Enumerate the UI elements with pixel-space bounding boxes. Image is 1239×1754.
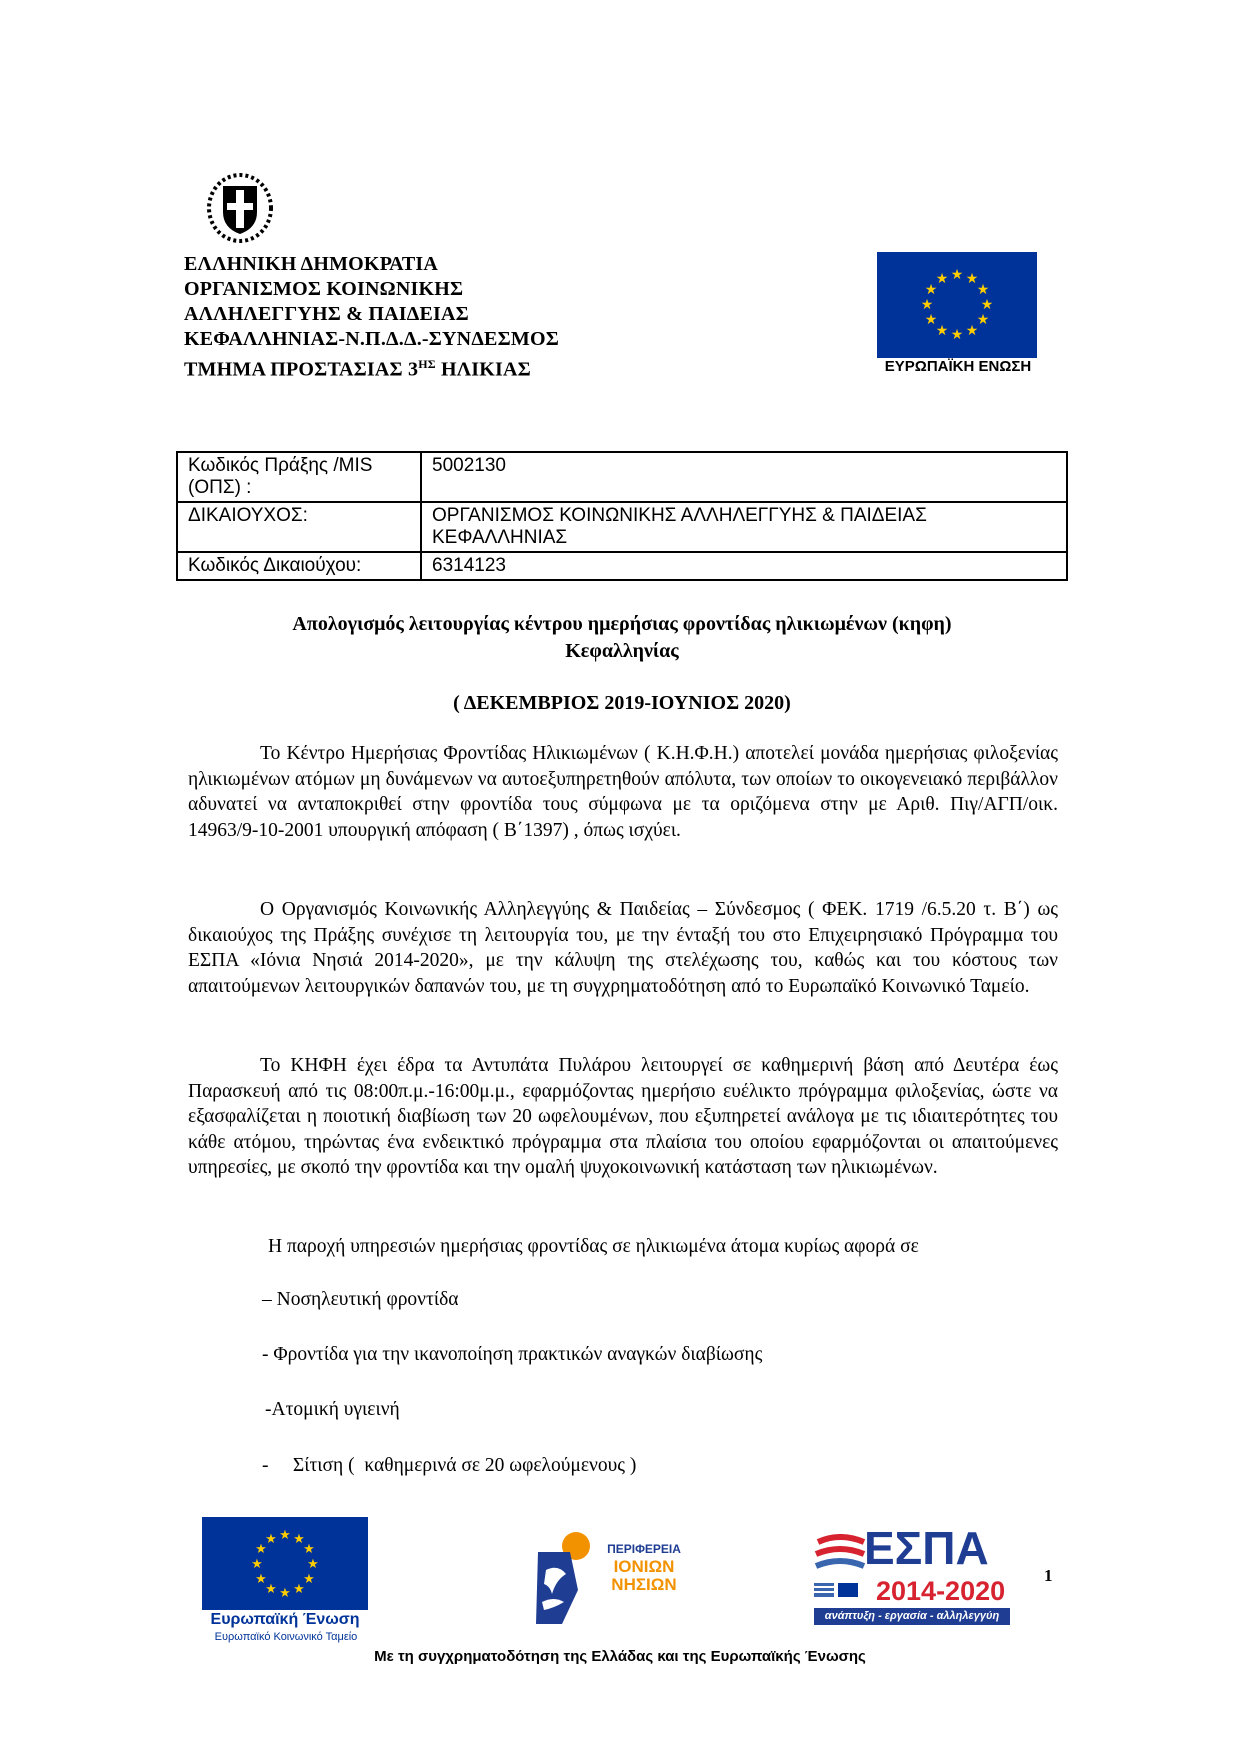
svg-text:★: ★ [935,323,949,339]
service-item: – Νοσηλευτική φροντίδα [262,1289,459,1310]
table-cell-label: Κωδικός Δικαιούχου: [177,552,421,580]
department-suffix: ΗΛΙΚΙΑΣ [435,358,531,381]
svg-text:★: ★ [251,1557,263,1572]
title-line-1: Απολογισμός λειτουργίας κέντρου ημερήσιας φροντίδας ηλικιωμένων (κηφη) [292,613,952,635]
svg-text:★: ★ [965,271,979,287]
document-title [176,611,1068,665]
footer-eu-flag-icon [202,1517,368,1610]
svg-text:★: ★ [950,267,964,283]
svg-text:★: ★ [965,323,979,339]
org-line-3: ΑΛΛΗΛΕΓΓΥΗΣ & ΠΑΙΔΕΙΑΣ [184,303,469,325]
org-line-4: ΚΕΦΑΛΛΗΝΙΑΣ-Ν.Π.Δ.Δ.-ΣΥΝΔΕΣΜΟΣ [184,328,559,350]
table-row [177,502,1067,552]
services-intro: Η παροχή υπηρεσιών ημερήσιας φροντίδας σε ηλικιωμένα άτομα κυρίως αφορά σε [268,1236,919,1257]
svg-text:★: ★ [950,327,964,343]
svg-text:★: ★ [924,282,938,298]
svg-text:★: ★ [976,282,990,298]
footer-eu-fund: Ευρωπαϊκό Κοινωνικό Ταμείο [214,1631,358,1643]
page-number: 1 [1044,1566,1053,1585]
svg-text:★: ★ [265,1582,277,1597]
svg-text:★: ★ [980,297,994,313]
espa-slogan: ανάπτυξη - εργασία - αλληλεγγύη [814,1608,1010,1625]
department-superscript: ΗΣ [418,357,436,371]
ionian-line-2: ΙΟΝΙΩΝ [613,1557,675,1576]
department-prefix: ΤΜΗΜΑ ΠΡΟΣΤΑΣΙΑΣ 3 [184,358,419,381]
svg-text:★: ★ [293,1532,305,1547]
paragraph-2 [188,897,1058,999]
ionian-line-3: ΝΗΣΙΩΝ [611,1575,677,1594]
svg-text:★: ★ [924,312,938,328]
paragraph-2-text: Ο Οργανισμός Κοινωνικής Αλληλεγγύης & Παιδείας – Σύνδεσμος ( ΦΕΚ. 1719 /6.5.20 τ. Β΄) ως δικαιούχος της Πράξης συνέχισε τη λειτουργία του, με την ένταξή του στο Επιχειρησιακό Πρόγραμμα του ΕΣΠΑ «Ιόνια Νησιά 2014-2020», με την κάλυψη της στελέχωσης του, καθώς και του κόστους των απαιτούμενων λειτουργικών δαπανών του, με τη συγχρηματοδότηση από το Ευρωπαϊκό Κοινωνικό Ταμείο. [188,899,1058,997]
organization-header [184,252,559,383]
service-item: - Φροντίδα για την ικανοποίηση πρακτικών αναγκών διαβίωσης [262,1344,763,1365]
svg-text:★: ★ [279,1528,291,1543]
table-row [177,452,1067,502]
svg-text:★: ★ [255,1572,267,1587]
report-period: ( ΔΕΚΕΜΒΡΙΟΣ 2019-ΙΟΥΝΙΟΣ 2020) [453,692,791,714]
espa-years: 2014-2020 [876,1576,1006,1606]
svg-text:★: ★ [920,297,934,313]
svg-text:★: ★ [976,312,990,328]
eu-flag-icon [877,252,1037,358]
service-item: - Σίτιση ( καθημερινά σε 20 ωφελούμενους ) [262,1455,637,1476]
project-info-table [176,451,1068,581]
table-cell-label: ΔΙΚΑΙΟΥΧΟΣ: [177,502,421,552]
table-cell-value: ΟΡΓΑΝΙΣΜΟΣ ΚΟΙΝΩΝΙΚΗΣ ΑΛΛΗΛΕΓΓΥΗΣ & ΠΑΙΔΕΙΑΣ ΚΕΦΑΛΛΗΝΙΑΣ [421,502,1067,552]
svg-text:★: ★ [935,271,949,287]
table-cell-label: Κωδικός Πράξης /MIS (ΟΠΣ) : [177,452,421,502]
footer-eu-stars-icon [202,1517,368,1610]
cofinancing-note: Με τη συγχρηματοδότηση της Ελλάδας και της Ευρωπαϊκής Ένωσης [374,1648,866,1665]
org-line-1: ΕΛΛΗΝΙΚΗ ΔΗΜΟΚΡΑΤΙΑ [184,253,439,275]
ionian-line-1: ΠΕΡΙΦΕΡΕΙΑ [607,1542,681,1556]
department-line [184,352,559,383]
paragraph-3 [188,1053,1058,1181]
table-row [177,552,1067,580]
org-line-2: ΟΡΓΑΝΙΣΜΟΣ ΚΟΙΝΩΝΙΚΗΣ [184,278,464,300]
svg-text:★: ★ [293,1582,305,1597]
svg-text:★: ★ [307,1557,319,1572]
svg-text:★: ★ [265,1532,277,1547]
ionian-emblem-icon [532,1530,602,1624]
espa-title: ΕΣΠΑ [864,1522,989,1574]
svg-text:★: ★ [303,1542,315,1557]
title-line-2: Κεφαλληνίας [565,640,679,662]
svg-text:★: ★ [255,1542,267,1557]
svg-text:★: ★ [303,1572,315,1587]
greek-coat-of-arms-icon [205,170,275,244]
greek-eu-flags-icon [814,1582,860,1598]
ionian-islands-logo [532,1530,680,1624]
footer-eu-name: Ευρωπαϊκή Ένωση [210,1611,360,1628]
espa-logo [814,1522,1010,1626]
espa-stripes-icon [814,1534,866,1576]
paragraph-1-text: Το Κέντρο Ημερήσιας Φροντίδας Ηλικιωμένων ( Κ.Η.Φ.Η.) αποτελεί μονάδα ημερήσιας φιλοξενίας ηλικιωμένων ατόμων μη δυνάμενων να αυτοεξυπηρετηθούν απόλυτα, των οποίων το οικογενειακό περιβάλλον αδυνατεί να ανταποκριθεί στην φροντίδα τους σύμφωνα με τα οριζόμενα στην με Αριθ. Πιγ/ΑΓΠ/οικ. 14963/9-10-2001 υπουργική απόφαση ( Β΄1397) , όπως ισχύει. [188,743,1058,841]
eu-stars-icon [877,252,1037,358]
table-cell-value: 6314123 [421,552,1067,580]
service-item: -Ατομική υγιεινή [265,1399,400,1420]
paragraph-1 [188,741,1058,843]
eu-label: ΕΥΡΩΠΑΪΚΗ ΕΝΩΣΗ [884,358,1032,375]
table-cell-value: 5002130 [421,452,1067,502]
svg-text:★: ★ [279,1586,291,1601]
paragraph-3-text: Το ΚΗΦΗ έχει έδρα τα Αντυπάτα Πυλάρου λειτουργεί σε καθημερινή βάση από Δευτέρα έως Παρασκευή από τις 08:00π.μ.-16:00μ.μ., εφαρμόζοντας ημερήσιο ευέλικτο πρόγραμμα φιλοξενίας, ώστε να εξασφαλίζεται η ποιοτική διαβίωση των 20 ωφελουμένων, που εξυπηρετεί ανάλογα με τις ιδιαιτερότητες του κάθε ατόμου, τηρώντας ένα ενδεικτικό πρόγραμμα στα πλαίσια του οποίου εφαρμόζονται οι απαιτούμενες υπηρεσίες, με σκοπό την φροντίδα και την ομαλή ψυχοκοινωνική κατάσταση των ηλικιωμένων. [188,1055,1058,1178]
